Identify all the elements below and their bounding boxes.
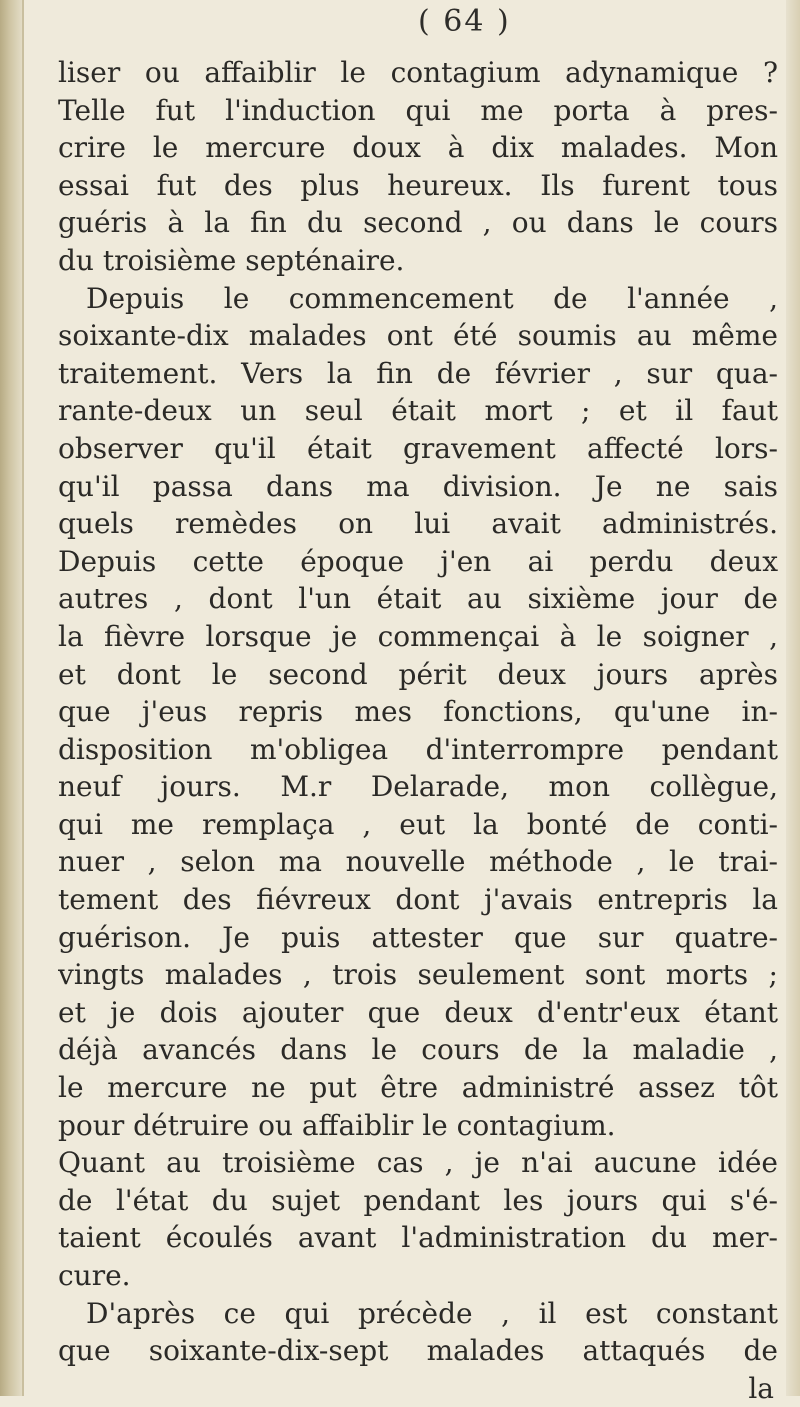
- text-line: déjà avancés dans le cours de la maladie ,: [58, 1033, 778, 1067]
- paragraph-start-line: D'après ce qui précède , il est constant: [86, 1296, 778, 1330]
- text-line: et dont le second périt deux jours après: [58, 657, 778, 691]
- text-line: le mercure ne put être administré assez tôt: [58, 1071, 778, 1105]
- text-line: nuer , selon ma nouvelle méthode , le trai-: [58, 845, 778, 879]
- page-right-edge: [786, 0, 800, 1396]
- text-line: qui me remplaça , eut la bonté de conti-: [58, 807, 778, 841]
- text-line: vingts malades , trois seulement sont morts ;: [58, 958, 778, 992]
- text-line: traitement. Vers la fin de février , sur qua-: [58, 356, 778, 390]
- text-line: de l'état du sujet pendant les jours qui s'é-: [58, 1183, 778, 1217]
- text-line: Depuis cette époque j'en ai perdu deux: [58, 544, 778, 578]
- text-line: que j'eus repris mes fonctions, qu'une in-: [58, 695, 778, 729]
- text-line: pour détruire ou affaiblir le contagium.: [58, 1108, 616, 1142]
- text-line: soixante-dix malades ont été soumis au même: [58, 319, 778, 353]
- text-line: qu'il passa dans ma division. Je ne sais: [58, 469, 778, 503]
- text-line: Telle fut l'induction qui me porta à pres-: [58, 93, 778, 127]
- binding-edge: [22, 0, 24, 1396]
- text-line: rante-deux un seul était mort ; et il faut: [58, 394, 778, 428]
- paragraph-start-line: Depuis le commencement de l'année ,: [86, 281, 778, 315]
- text-line: guérison. Je puis attester que sur quatre-: [58, 920, 778, 954]
- text-line: Quant au troisième cas , je n'ai aucune idée: [58, 1146, 778, 1180]
- text-line: quels remèdes on lui avait administrés.: [58, 507, 778, 541]
- text-line: la fièvre lorsque je commençai à le soigner ,: [58, 619, 778, 653]
- text-line: que soixante-dix-sept malades attaqués de: [58, 1334, 778, 1368]
- text-line: neuf jours. M.r Delarade, mon collègue,: [58, 770, 778, 804]
- text-line: et je dois ajouter que deux d'entr'eux étant: [58, 995, 778, 1029]
- text-line: taient écoulés avant l'administration du mer-: [58, 1221, 778, 1255]
- catchword: la: [748, 1371, 774, 1405]
- text-line: cure.: [58, 1259, 131, 1292]
- body-text: [58, 54, 778, 1407]
- text-line: du troisième septénaire.: [58, 243, 405, 277]
- text-line: autres , dont l'un était au sixième jour de: [58, 582, 778, 616]
- binding-gutter: [0, 0, 22, 1396]
- text-line: crire le mercure doux à dix malades. Mon: [58, 131, 778, 165]
- text-line: liser ou affaiblir le contagium adynamique ?: [58, 56, 778, 89]
- text-line: disposition m'obligea d'interrompre pendant: [58, 732, 778, 766]
- page-number: ( 64 ): [418, 4, 511, 39]
- text-line: essai fut des plus heureux. Ils furent tous: [58, 168, 778, 202]
- text-line: tement des fiévreux dont j'avais entrepris la: [58, 883, 778, 917]
- text-line: observer qu'il était gravement affecté lors-: [58, 431, 778, 465]
- text-line: guéris à la fin du second , ou dans le cours: [58, 206, 778, 240]
